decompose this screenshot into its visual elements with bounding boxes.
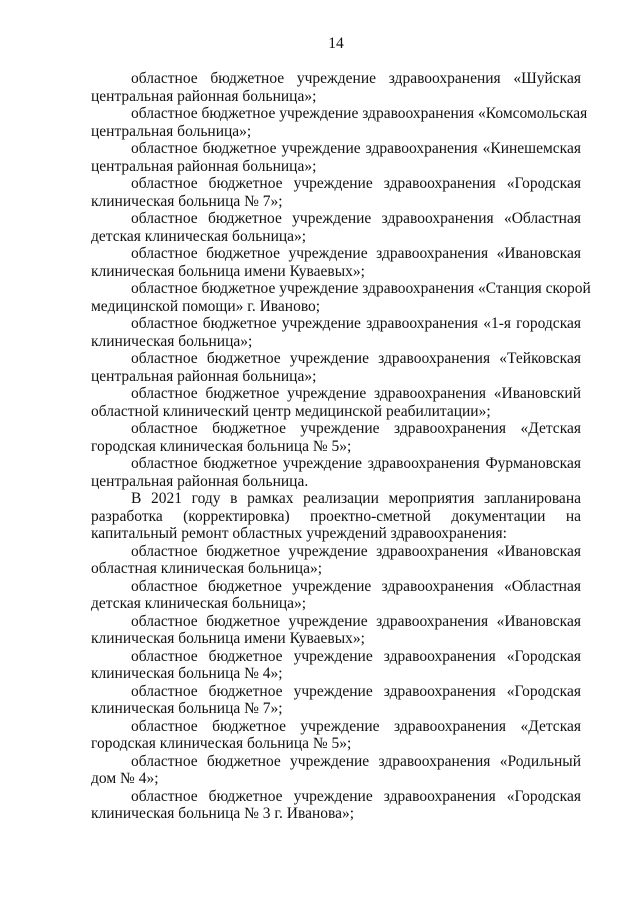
paragraph bbox=[91, 175, 581, 210]
text-line: областное бюджетное учреждение здравоохранения «Ивановская bbox=[131, 612, 581, 630]
text-line: областное бюджетное учреждение здравоохранения «Комсомольская bbox=[131, 105, 588, 122]
paragraph bbox=[91, 140, 581, 175]
text-line: областное бюджетное учреждение здравоохранения «Шуйская bbox=[131, 70, 581, 87]
text-line: областной клинический центр медицинской реабилитации»; bbox=[91, 402, 491, 420]
text-line: разработка (корректировка) проектно-сметной документации на bbox=[91, 507, 581, 525]
text-line: областное бюджетное учреждение здравоохранения «Кинешемская bbox=[131, 140, 581, 157]
paragraph bbox=[91, 718, 581, 753]
paragraph bbox=[91, 490, 581, 543]
text-line: центральная районная больница»; bbox=[91, 87, 317, 105]
text-line: областное бюджетное учреждение здравоохранения Фурмановская bbox=[131, 455, 581, 472]
paragraph bbox=[91, 210, 581, 245]
paragraph bbox=[91, 578, 581, 613]
text-line: областное бюджетное учреждение здравоохранения «Ивановский bbox=[131, 385, 581, 402]
paragraph bbox=[91, 350, 581, 385]
paragraph bbox=[91, 420, 581, 455]
text-line: детская клиническая больница»; bbox=[91, 595, 307, 612]
text-line: клиническая больница имени Куваевых»; bbox=[91, 630, 365, 647]
text-line: областное бюджетное учреждение здравоохранения «Городская bbox=[131, 787, 581, 805]
text-line: областное бюджетное учреждение здравоохранения «Родильный bbox=[131, 752, 581, 770]
paragraph bbox=[91, 455, 581, 490]
text-line: областное бюджетное учреждение здравоохранения «Городская bbox=[131, 647, 581, 665]
text-line: центральная районная больница»; bbox=[91, 157, 317, 175]
text-line: областное бюджетное учреждение здравоохранения «Областная bbox=[131, 210, 581, 227]
paragraph bbox=[91, 648, 581, 683]
paragraph bbox=[91, 315, 581, 350]
text-line: городская клиническая больница № 5»; bbox=[91, 437, 352, 455]
paragraph bbox=[91, 245, 581, 280]
text-line: областное бюджетное учреждение здравоохранения «Тейковская bbox=[131, 350, 581, 367]
text-line: областное бюджетное учреждение здравоохранения «Городская bbox=[131, 682, 581, 700]
paragraph bbox=[91, 683, 581, 718]
paragraph bbox=[91, 613, 581, 648]
text-line: клиническая больница имени Куваевых»; bbox=[91, 262, 365, 280]
text-line: областное бюджетное учреждение здравоохранения «Детская bbox=[131, 420, 581, 437]
paragraph bbox=[91, 543, 581, 578]
text-line: областное бюджетное учреждение здравоохранения «Областная bbox=[131, 577, 581, 595]
text-line: областное бюджетное учреждение здравоохранения «Станция скорой bbox=[131, 280, 591, 297]
text-line: областное бюджетное учреждение здравоохранения «1-я городская bbox=[131, 315, 581, 332]
text-line: капитальный ремонт областных учреждений здравоохранения: bbox=[91, 525, 507, 542]
text-line: областное бюджетное учреждение здравоохранения «Ивановская bbox=[131, 245, 581, 262]
text-line: клиническая больница № 4»; bbox=[91, 665, 283, 682]
text-line: центральная районная больница»; bbox=[91, 367, 317, 385]
document-body bbox=[91, 70, 591, 823]
paragraph bbox=[91, 105, 588, 140]
text-line: областная клиническая больница»; bbox=[91, 560, 323, 577]
paragraph bbox=[91, 70, 581, 105]
text-line: областное бюджетное учреждение здравоохранения «Детская bbox=[131, 717, 581, 735]
text-line: клиническая больница № 7»; bbox=[91, 192, 283, 210]
paragraph bbox=[91, 788, 581, 823]
text-line: клиническая больница № 7»; bbox=[91, 700, 283, 717]
paragraph bbox=[91, 280, 591, 315]
paragraph bbox=[91, 385, 581, 420]
text-line: центральная районная больница. bbox=[91, 472, 309, 490]
page-number: 14 bbox=[328, 35, 344, 52]
text-line: городская клиническая больница № 5»; bbox=[91, 735, 352, 752]
text-line: центральная больница»; bbox=[91, 122, 252, 140]
text-line: В 2021 году в рамках реализации мероприятия запланирована bbox=[131, 490, 581, 507]
text-line: клиническая больница № 3 г. Иванова»; bbox=[91, 805, 355, 822]
text-line: областное бюджетное учреждение здравоохранения «Городская bbox=[131, 175, 581, 192]
text-line: клиническая больница»; bbox=[91, 332, 253, 350]
text-line: детская клиническая больница»; bbox=[91, 227, 307, 245]
text-line: областное бюджетное учреждение здравоохранения «Ивановская bbox=[131, 542, 581, 560]
paragraph bbox=[91, 753, 581, 788]
text-line: медицинской помощи» г. Иваново; bbox=[91, 297, 321, 315]
text-line: дом № 4»; bbox=[91, 770, 159, 787]
